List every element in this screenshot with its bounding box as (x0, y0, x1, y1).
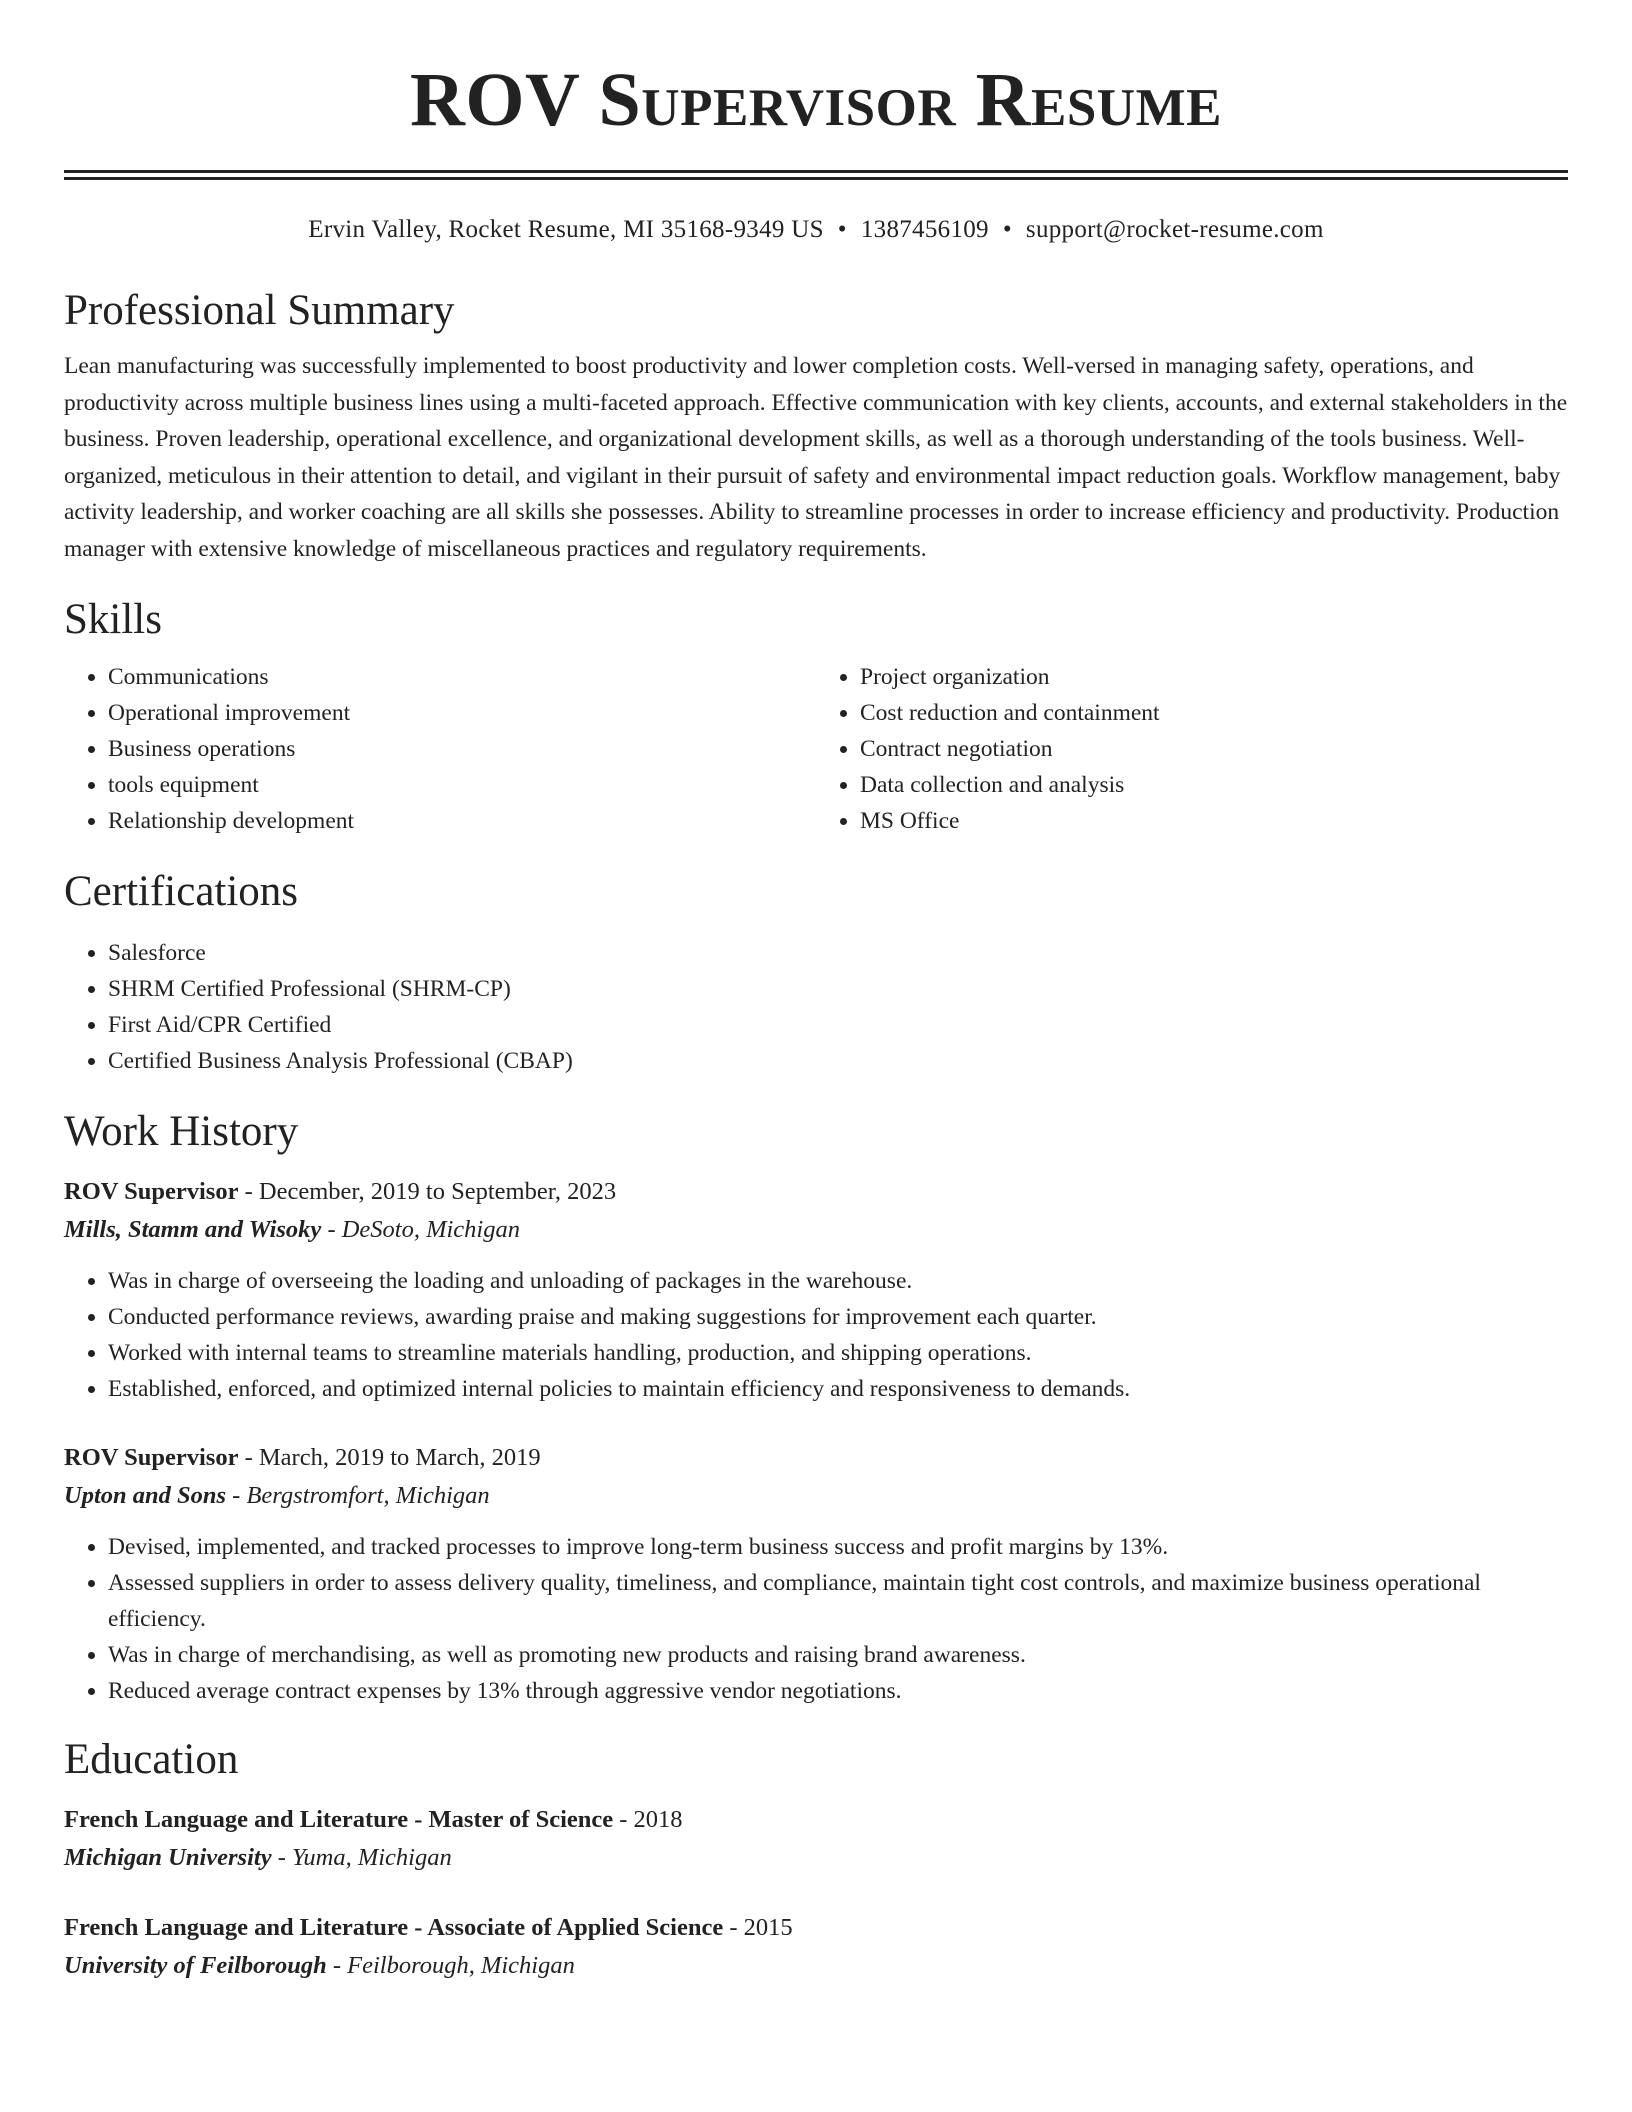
contact-separator: • (1002, 216, 1012, 243)
certifications-heading: Certifications (64, 868, 299, 915)
education-entry (64, 1801, 1568, 1877)
education-school-line (64, 1839, 1568, 1877)
contact-address: Ervin Valley, Rocket Resume, MI 35168-9349 US (308, 216, 824, 243)
work-history-heading: Work History (64, 1108, 299, 1155)
contact-separator: • (837, 216, 847, 243)
education-degree-line (64, 1909, 1568, 1947)
summary-heading: Professional Summary (64, 287, 455, 334)
skills-column-left (64, 659, 816, 839)
job-bullet: • Conducted performance reviews, awarding praise and making suggestions for improvement each quarter. (108, 1299, 1568, 1335)
skill-item: • Project organization (860, 659, 1568, 695)
job-bullet: • Was in charge of merchandising, as well as promoting new products and raising brand awareness. (108, 1637, 1568, 1673)
skill-item: • tools equipment (108, 767, 816, 803)
education-heading: Education (64, 1736, 239, 1783)
job-company-line (64, 1477, 1568, 1515)
skill-item: • MS Office (860, 803, 1568, 839)
skill-item: • Cost reduction and containment (860, 695, 1568, 731)
summary-text: Lean manufacturing was successfully implemented to boost productivity and lower completion costs. Well-versed in managing safety, operations, and productivity across multiple business lines using a multi-faceted approach. Effective communication with key clients, accounts, and external stakeholders in the business. Proven leadership, operational excellence, and organizational development skills, as well as a thorough understanding of the tools business. Well-organized, meticulous in their attention to detail, and vigilant in their pursuit of safety and environmental impact reduction goals. Workflow management, baby activity leadership, and worker coaching are all skills she possesses. Ability to streamline processes in order to increase efficiency and productivity. Production manager with extensive knowledge of miscellaneous practices and regulatory requirements. (64, 353, 1568, 562)
education-school-line (64, 1947, 1568, 1985)
certification-item: • First Aid/CPR Certified (108, 1007, 1568, 1043)
job-company: Mills, Stamm and Wisoky (64, 1216, 322, 1243)
skills-list (64, 659, 1568, 839)
job-bullet: • Reduced average contract expenses by 13% through aggressive vendor negotiations. (108, 1673, 1568, 1709)
certification-item: • Salesforce (108, 935, 1568, 971)
skills-column-right (816, 659, 1568, 839)
job-location: - DeSoto, Michigan (321, 1216, 520, 1243)
certifications-list (64, 935, 1568, 1079)
education-year: - 2018 (613, 1806, 683, 1833)
contact-phone: 1387456109 (860, 216, 989, 243)
education-school: University of Feilborough (64, 1952, 327, 1979)
job-bullet: • Was in charge of overseeing the loading and unloading of packages in the warehouse. (108, 1263, 1568, 1299)
education-year: - 2015 (723, 1914, 793, 1941)
education-degree: French Language and Literature - Master of Science (64, 1806, 614, 1833)
job-bullet: • Established, enforced, and optimized internal policies to maintain efficiency and responsiveness to demands. (108, 1371, 1568, 1407)
job-title-line (64, 1439, 1568, 1477)
job-entry (64, 1439, 1568, 1709)
education-location: - Feilborough, Michigan (326, 1952, 575, 1979)
page-title: ROV Supervisor Resume (410, 58, 1222, 142)
job-bullet: • Devised, implemented, and tracked processes to improve long-term business success and profit margins by 13%. (108, 1529, 1568, 1565)
skill-item: • Relationship development (108, 803, 816, 839)
education-degree: French Language and Literature - Associate of Applied Science (64, 1914, 724, 1941)
skill-item: • Operational improvement (108, 695, 816, 731)
contact-email: support@rocket-resume.com (1025, 216, 1324, 243)
job-bullets (64, 1529, 1568, 1709)
job-title-line (64, 1173, 1568, 1211)
job-bullets (64, 1263, 1568, 1407)
certification-item: • SHRM Certified Professional (SHRM-CP) (108, 971, 1568, 1007)
education-degree-line (64, 1801, 1568, 1839)
job-title: ROV Supervisor (64, 1444, 239, 1471)
job-entry (64, 1173, 1568, 1407)
skill-item: • Communications (108, 659, 816, 695)
job-dates: - December, 2019 to September, 2023 (238, 1178, 617, 1205)
job-title: ROV Supervisor (64, 1178, 239, 1205)
education-entry (64, 1909, 1568, 1985)
title-divider (64, 170, 1568, 180)
job-dates: - March, 2019 to March, 2019 (238, 1444, 541, 1471)
job-bullet: • Worked with internal teams to streamline materials handling, production, and shipping operations. (108, 1335, 1568, 1371)
job-company: Upton and Sons (64, 1482, 227, 1509)
certification-item: • Certified Business Analysis Professional (CBAP) (108, 1043, 1568, 1079)
skills-heading: Skills (64, 596, 162, 643)
education-school: Michigan University (64, 1844, 272, 1871)
skill-item: • Business operations (108, 731, 816, 767)
education-location: - Yuma, Michigan (271, 1844, 452, 1871)
contact-line (64, 214, 1568, 246)
job-bullet: • Assessed suppliers in order to assess delivery quality, timeliness, and compliance, maintain tight cost controls, and maximize business operational efficiency. (108, 1565, 1568, 1637)
skill-item: • Contract negotiation (860, 731, 1568, 767)
job-company-line (64, 1211, 1568, 1249)
skill-item: • Data collection and analysis (860, 767, 1568, 803)
job-location: - Bergstromfort, Michigan (226, 1482, 490, 1509)
